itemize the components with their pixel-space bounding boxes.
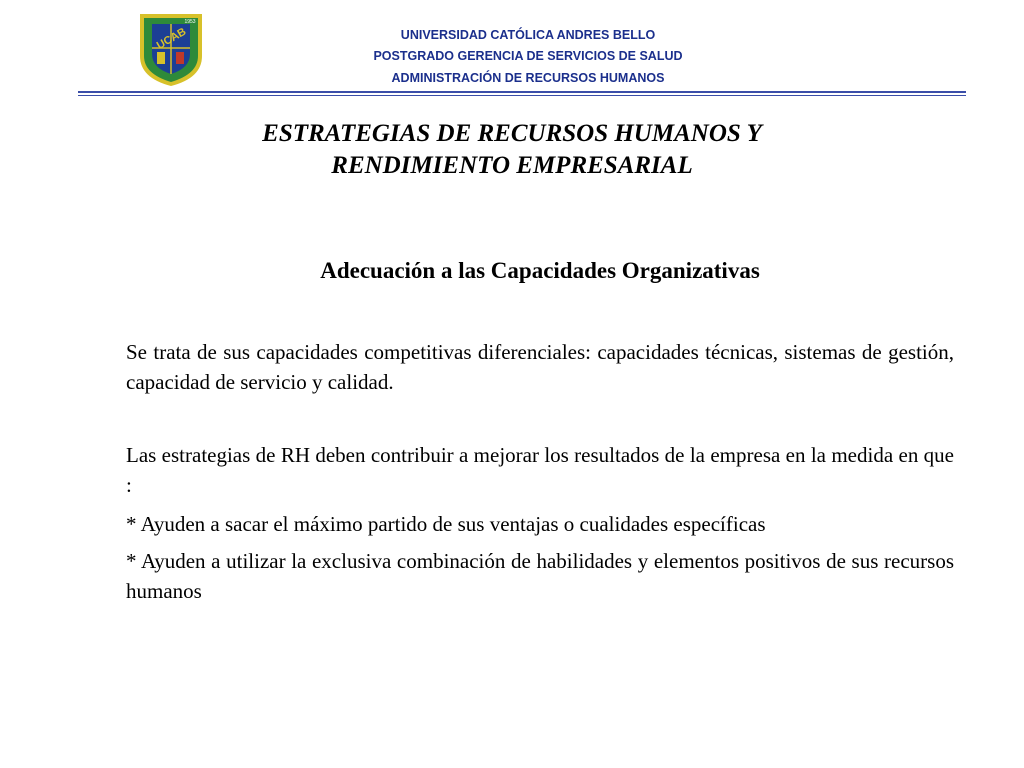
slide-title-line2: RENDIMIENTO EMPRESARIAL bbox=[331, 152, 693, 179]
bullet-advantages: * Ayuden a sacar el máximo partido de sus ventajas o cualidades específicas bbox=[126, 512, 766, 536]
course-name: ADMINISTRACIÓN DE RECURSOS HUMANOS bbox=[391, 71, 665, 85]
paragraph-capabilities: Se trata de sus capacidades competitivas diferenciales: capacidades técnicas, sistemas de gestión, capacidad de servicio y calidad. bbox=[126, 340, 954, 394]
logo-text: UCAB bbox=[154, 25, 189, 53]
header-divider-thin bbox=[78, 95, 966, 96]
slide-title bbox=[160, 118, 864, 182]
ucab-crest-logo bbox=[138, 12, 204, 88]
logo-year: 1953 bbox=[184, 19, 196, 25]
paragraph-hr-strategies: Las estrategias de RH deben contribuir a mejorar los resultados de la empresa en la medida en que : bbox=[126, 443, 954, 497]
program-name: POSTGRADO GERENCIA DE SERVICIOS DE SALUD bbox=[373, 49, 683, 63]
slide-subtitle: Adecuación a las Capacidades Organizativas bbox=[320, 258, 760, 283]
slide-title-line1: ESTRATEGIAS DE RECURSOS HUMANOS Y bbox=[262, 120, 762, 147]
bullet-skills-combination: * Ayuden a utilizar la exclusiva combinación de habilidades y elementos positivos de sus recursos humanos bbox=[126, 549, 954, 603]
header-divider-thick bbox=[78, 91, 966, 93]
university-name: UNIVERSIDAD CATÓLICA ANDRES BELLO bbox=[400, 28, 656, 42]
